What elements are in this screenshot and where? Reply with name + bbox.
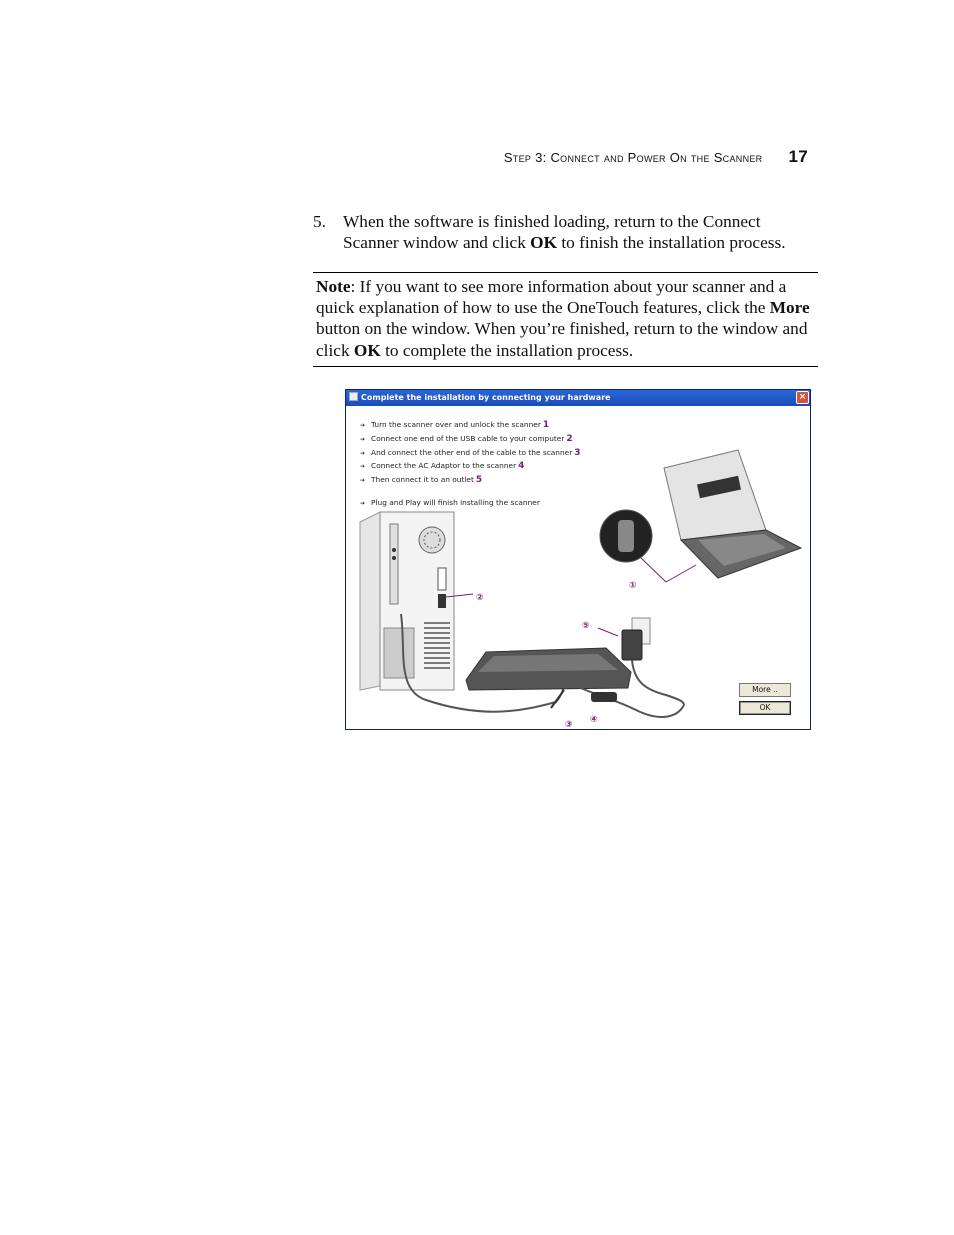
note-more-bold: More (769, 298, 810, 318)
ok-button[interactable]: OK (739, 701, 791, 715)
list-item-text: Then connect it to an outlet (371, 475, 474, 485)
note-box (313, 272, 818, 367)
running-header (504, 147, 808, 167)
list-item-text: Turn the scanner over and unlock the scanner (371, 420, 541, 429)
dialog-title: Complete the installation by connecting your hardware (361, 393, 611, 402)
list-item-text: And connect the other end of the cable to the scanner (371, 447, 573, 457)
list-item (360, 475, 581, 489)
list-item (360, 420, 581, 434)
note-text-b: button on the window. When you’re finished, return to the window and click (316, 319, 808, 360)
power-adaptor (622, 618, 684, 705)
more-button[interactable]: More .. (739, 683, 791, 697)
instruction-list (360, 420, 581, 512)
note-text-c: to complete the installation process. (380, 340, 634, 360)
scanner-unit (466, 648, 631, 690)
marker-3: ③ (565, 720, 573, 729)
computer-tower (360, 512, 454, 690)
page-number: 17 (788, 147, 808, 166)
list-item-num: 1 (542, 420, 550, 430)
note-ok-bold: OK (353, 340, 381, 360)
plug-play-item (360, 498, 581, 512)
marker-1: ① (629, 581, 637, 591)
list-item (360, 461, 581, 475)
scanner-lid-open (664, 450, 801, 578)
connect-hardware-dialog (345, 389, 811, 730)
step-text-a: When the software is finished loading, return to the Connect Scanner window and click (343, 212, 761, 252)
note-text-a: : If you want to see more information about your scanner and a quick explanation of how to use the OneTouch features, click the (316, 277, 787, 318)
list-item (360, 448, 581, 462)
marker-4: ④ (590, 715, 598, 725)
step-number: 5. (313, 212, 326, 231)
step-text-b: to finish the installation process. (557, 233, 786, 252)
close-button[interactable]: × (796, 391, 809, 404)
note-label: Note (316, 277, 351, 296)
list-item (360, 434, 581, 448)
step-text (343, 211, 793, 253)
marker-5: ⑤ (582, 621, 590, 631)
step-ok-bold: OK (530, 233, 558, 252)
marker-2: ② (476, 593, 484, 603)
list-item-num: 5 (475, 475, 483, 486)
section-title: Step 3: Connect and Power On the Scanner (503, 150, 763, 165)
list-item-num: 2 (566, 433, 573, 444)
step-5 (313, 211, 793, 253)
list-item-text: Connect the AC Adaptor to the scanner (371, 461, 517, 471)
list-item-num: 3 (574, 447, 581, 458)
list-item-num: 4 (518, 461, 525, 472)
plug-play-text: Plug and Play will finish installing the scanner (371, 497, 540, 507)
list-item-text: Connect one end of the USB cable to your computer (371, 433, 565, 443)
